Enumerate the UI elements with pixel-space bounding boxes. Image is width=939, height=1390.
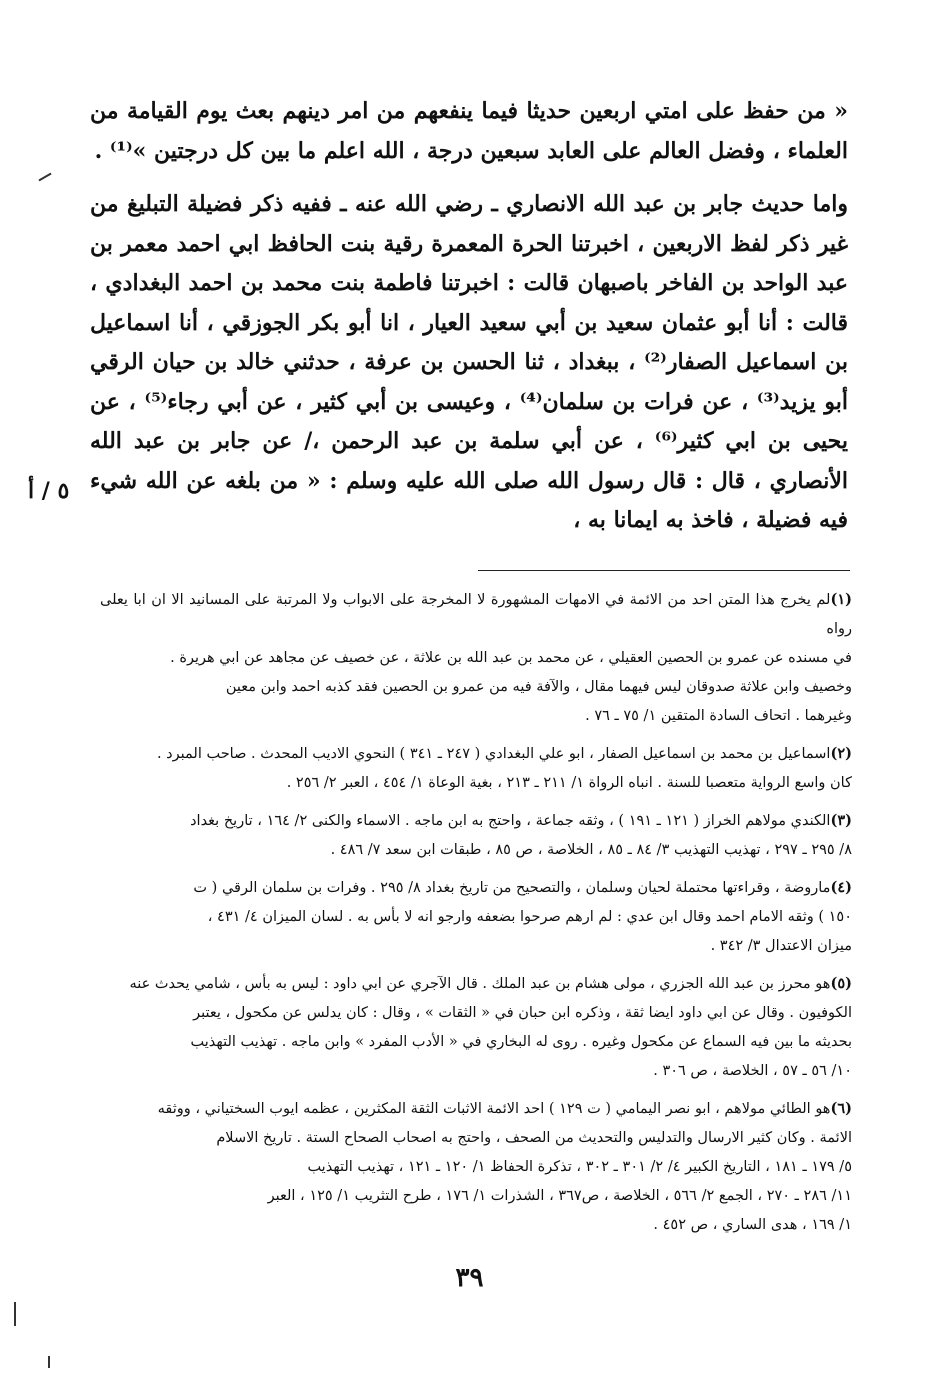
footnote-number: (٦) [830,1100,852,1117]
footnote-2 [100,739,852,798]
scan-mark [14,1302,16,1326]
footnote-line: في مسنده عن عمرو بن الحصين العقيلي ، عن محمد بن عبد الله بن علاثة ، عن خصيف عن مجاهد عن ابي هريرة . [170,650,852,666]
footnote-line: بحديثه ما بين فيه السماع عن مكحول وغيره . روى له البخاري في « الأدب المفرد » وابن ماجه . تهذيب التهذيب [190,1034,852,1050]
footnote-line: هو الطائي مولاهم ، ابو نصر اليمامي ( ت ١٢٩ ) احد الائمة الاثبات الثقة المكثرين ، عظمه ايوب السختياني ، ووثقه [157,1101,831,1117]
footnote-number: (٣) [830,812,852,829]
footnote-separator [478,570,850,571]
footnote-line: ١/ ١٦٩ ، هدى الساري ، ص ٤٥٢ . [653,1217,852,1233]
footnote-line: اسماعيل بن محمد بن اسماعيل الصفار ، ابو علي البغدادي ( ٢٤٧ ـ ٣٤١ ) النحوي الاديب المحدث . صاحب المبرد . [156,746,831,762]
footnote-4 [100,873,852,961]
page-number: ٣٩ [455,1263,484,1293]
main-paragraph-2: واما حديث جابر بن عبد الله الانصاري ـ رضي الله عنه ـ ففيه ذكر فضيلة التبليغ من غير ذكر لفظ الاربعين ، اخبرتنا الحرة المعمرة رقية بنت الحافظ ابي احمد معمر بن عبد الواحد بن الفاخر باصبهان قالت : اخبرتنا فاطمة بنت محمد بن احمد البغدادي ، قالت : أنا أبو عثمان سعيد بن أبي سعيد العيار ، انا أبو بكر الجوزقي ، أنا اسماعيل بن اسماعيل الصفار⁽²⁾ ، ببغداد ، ثنا الحسن بن عرفة ، حدثني خالد بن حيان الرقي أبو يزيد⁽³⁾ ، عن فرات بن سلمان⁽⁴⁾ ، وعيسى بن أبي كثير ، عن أبي رجاء⁽⁵⁾ ، عن يحيى بن ابي كثير⁽⁶⁾ ، عن أبي سلمة بن عبد الرحمن ،/ عن جابر بن عبد الله الأنصاري ، قال : قال رسول الله صلى الله عليه وسلم : « من بلغه عن الله شيء فيه فضيلة ، فاخذ به ايمانا به ، [90,191,848,533]
footnote-line: الكندي مولاهم الخراز ( ١٢١ ـ ١٩١ ) ، وثقه جماعة ، واحتج به ابن ماجه . الاسماء والكنى ٢/ ١٦٤ ، تاريخ بغداد [190,813,831,829]
footnote-line: ٥/ ١٧٩ ـ ١٨١ ، التاريخ الكبير ٤/ ٢/ ٣٠١ ـ ٣٠٢ ، تذكرة الحفاظ ١/ ١٢٠ ـ ١٢١ ، تهذيب التهذيب [307,1159,852,1175]
footnote-line: هو محرز بن عبد الله الجزري ، مولى هشام بن عبد الملك . قال الآجري عن ابي داود : ليس به بأس ، شامي يحدث عنه [129,976,831,992]
main-text [90,92,848,541]
footnote-line: لم يخرج هذا المتن احد من الائمة في الامهات المشهورة لا المخرجة على الابواب ولا المرتبة على المسانيد الا ان ابا يعلى رواه [100,592,852,637]
manuscript-folio-marker: ٥ / أ [28,478,70,504]
footnote-number: (١) [830,591,852,608]
footnote-line: ١٥٠ ) وثقه الامام احمد وقال ابن عدي : لم ارهم صرحوا بضعفه وارجو انه لا بأس به . لسان الميزان ٤/ ٤٣١ ، [207,909,852,925]
footnote-5 [100,969,852,1086]
footnote-number: (٤) [830,879,852,896]
footnote-line: الكوفيون . وقال عن ابي داود ايضا ثقة ، وذكره ابن حبان في « الثقات » ، وقال : كان يدلس عن مكحول ، يعتبر [193,1005,852,1021]
footnote-line: كان واسع الرواية متعصبا للسنة . انباه الرواة ١/ ٢١١ ـ ٢١٣ ، بغية الوعاة ١/ ٤٥٤ ، العبر ٢/ ٢٥٦ . [286,775,852,791]
footnote-3 [100,806,852,865]
footnote-line: وخصيف وابن علاثة صدوقان ليس فيهما مقال ، والآفة فيه من عمرو بن الحصين فقد كذبه احمد وابن معين [225,679,852,695]
footnote-line: ميزان الاعتدال ٣/ ٣٤٢ . [710,938,852,954]
footnote-line: ١٠/ ٥٦ ـ ٥٧ ، الخلاصة ، ص ٣٠٦ . [653,1063,852,1079]
footnote-1 [100,585,852,731]
footnote-number: (٥) [830,975,852,992]
footnote-line: ماروضة ، وقراءتها محتملة لحيان وسلمان ، والتصحيح من تاريخ بغداد ٨/ ٢٩٥ . وفرات بن سلمان الرقي ( ت [193,880,831,896]
footnote-line: ٨/ ٢٩٥ ـ ٢٩٧ ، تهذيب التهذيب ٣/ ٨٤ ـ ٨٥ ، الخلاصة ، ص ٨٥ ، طبقات ابن سعد ٧/ ٤٨٦ . [330,842,852,858]
footnote-line: وغيرهما . اتحاف السادة المتقين ١/ ٧٥ ـ ٧٦ . [585,708,852,724]
scan-mark [48,1356,50,1368]
footnote-line: الائمة . وكان كثير الارسال والتدليس والتحديث من الصحف ، واحتج به اصحاب الصحاح الستة . تاريخ الاسلام [216,1130,852,1146]
footnote-6 [100,1094,852,1240]
main-paragraph-1: « من حفظ على امتي اربعين حديثا فيما ينفعهم من امر دينهم بعث يوم القيامة من العلماء ، وفضل العالم على العابد سبعين درجة ، الله اعلم ما بين كل درجتين »⁽¹⁾ . [90,98,848,164]
footnotes [100,585,852,1248]
scan-mark [38,173,51,182]
footnote-number: (٢) [830,745,852,762]
footnote-line: ١١/ ٢٨٦ ـ ٢٧٠ ، الجمع ٢/ ٥٦٦ ، الخلاصة ، ص٣٦٧ ، الشذرات ١/ ١٧٦ ، طرح التثريب ١/ ١٢٥ ، العبر [267,1188,852,1204]
